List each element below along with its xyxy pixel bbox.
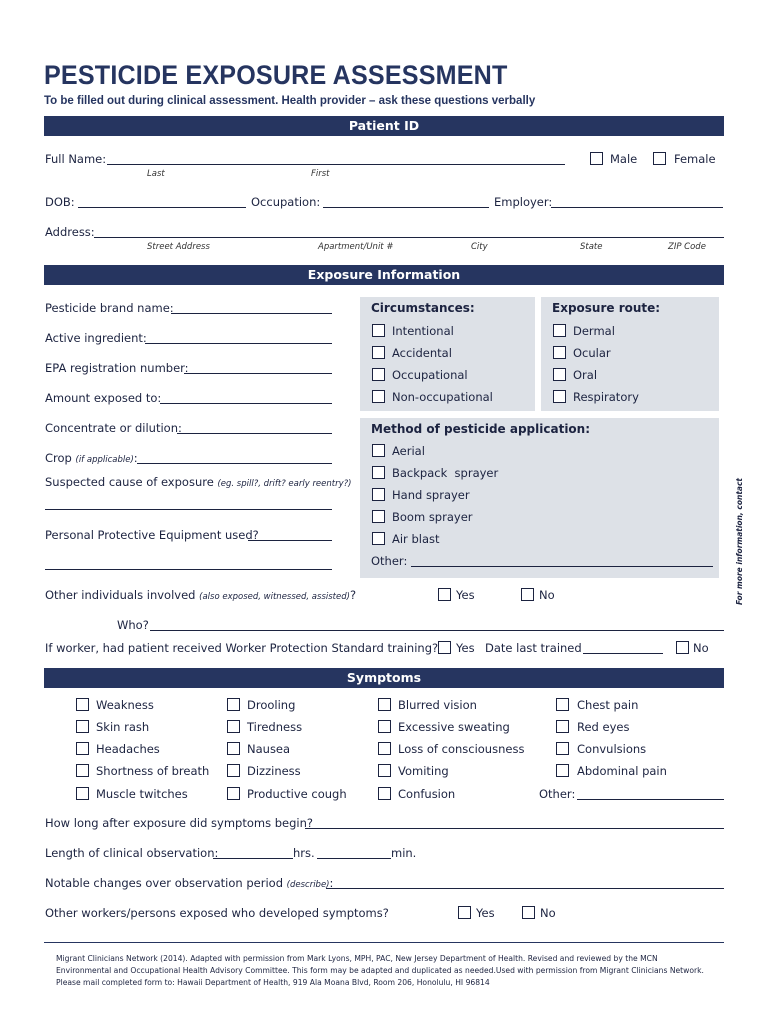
date-trained-label: Date last trained: [485, 641, 582, 655]
symptom-onset-label: How long after exposure did symptoms begin?: [45, 816, 313, 830]
dob-field[interactable]: [78, 207, 246, 208]
zip-caption: ZIP Code: [668, 242, 706, 252]
respiratory-label: Respiratory: [573, 390, 639, 404]
footer-mail-address: Please mail completed form to: Hawaii Department of Health, 919 Ala Moana Blvd, Room 206, Honolulu, HI 96814: [56, 978, 490, 987]
patient-id-header: Patient ID: [44, 116, 724, 136]
convulsions-label: Convulsions: [577, 742, 647, 756]
others-involved-label: Other individuals involved (also exposed, witnessed, assisted)?: [45, 588, 357, 602]
symptom-other-label: Other:: [539, 787, 576, 801]
others-yes-label: Yes: [456, 588, 475, 602]
red-eyes-label: Red eyes: [577, 720, 630, 734]
footer-credit-line-1: Migrant Clinicians Network (2014). Adapted with permission from Mark Lyons, MPH, PAC, New Jersey Department of Health. Revised and reviewed by the MCN: [56, 954, 658, 963]
weakness-checkbox[interactable]: [76, 698, 89, 711]
last-name-caption: Last: [147, 169, 165, 179]
vomiting-checkbox[interactable]: [378, 764, 391, 777]
shortness-of-breath-label: Shortness of breath: [96, 764, 210, 778]
address-field[interactable]: [94, 237, 724, 238]
weakness-label: Weakness: [96, 698, 154, 712]
vomiting-label: Vomiting: [398, 764, 449, 778]
hrs-label: hrs.: [293, 846, 315, 860]
wps-training-label: If worker, had patient received Worker Protection Standard training?: [45, 641, 439, 655]
skin-rash-label: Skin rash: [96, 720, 150, 734]
form-subtitle: To be filled out during clinical assessment. Health provider – ask these questions verbally: [44, 95, 536, 107]
others-no-checkbox[interactable]: [521, 588, 534, 601]
city-caption: City: [471, 242, 488, 252]
dob-label: DOB:: [45, 195, 75, 209]
ingredient-label: Active ingredient:: [45, 331, 147, 345]
tiredness-checkbox[interactable]: [227, 720, 240, 733]
brand-field[interactable]: [171, 313, 332, 314]
intentional-label: Intentional: [392, 324, 454, 338]
observation-minutes-field[interactable]: [317, 858, 391, 859]
chest-pain-label: Chest pain: [577, 698, 639, 712]
who-label: Who?: [117, 618, 149, 632]
employer-field[interactable]: [551, 207, 723, 208]
form-title: PESTICIDE EXPOSURE ASSESSMENT: [44, 60, 508, 90]
crop-field[interactable]: [137, 463, 332, 464]
ppe-field[interactable]: [248, 540, 332, 541]
ppe-label: Personal Protective Equipment used?: [45, 528, 259, 542]
dermal-label: Dermal: [573, 324, 615, 338]
employer-label: Employer:: [494, 195, 553, 209]
drooling-label: Drooling: [247, 698, 296, 712]
blurred-vision-checkbox[interactable]: [378, 698, 391, 711]
others-yes-checkbox[interactable]: [438, 588, 451, 601]
headaches-checkbox[interactable]: [76, 742, 89, 755]
oral-label: Oral: [573, 368, 598, 382]
confusion-label: Confusion: [398, 787, 456, 801]
air-blast-label: Air blast: [392, 532, 440, 546]
productive-cough-label: Productive cough: [247, 787, 347, 801]
aerial-checkbox[interactable]: [372, 444, 385, 457]
female-checkbox[interactable]: [653, 152, 666, 165]
wps-yes-checkbox[interactable]: [438, 641, 451, 654]
occupational-label: Occupational: [392, 368, 468, 382]
non-occupational-label: Non-occupational: [392, 390, 493, 404]
productive-cough-checkbox[interactable]: [227, 787, 240, 800]
dermal-checkbox[interactable]: [553, 324, 566, 337]
boom-sprayer-checkbox[interactable]: [372, 510, 385, 523]
wps-yes-label: Yes: [456, 641, 475, 655]
female-label: Female: [674, 152, 716, 166]
cause-field[interactable]: [45, 509, 332, 510]
method-header: Method of pesticide application:: [371, 422, 591, 436]
min-label: min.: [391, 846, 417, 860]
others-no-label: No: [539, 588, 555, 602]
date-trained-field[interactable]: [583, 653, 663, 654]
nausea-checkbox[interactable]: [227, 742, 240, 755]
non-occupational-checkbox[interactable]: [372, 390, 385, 403]
method-other-label: Other:: [371, 554, 408, 568]
muscle-twitches-checkbox[interactable]: [76, 787, 89, 800]
dizziness-checkbox[interactable]: [227, 764, 240, 777]
epa-label: EPA registration number:: [45, 361, 189, 375]
circumstances-header: Circumstances:: [371, 301, 475, 315]
excessive-sweating-checkbox[interactable]: [378, 720, 391, 733]
occupation-field[interactable]: [323, 207, 489, 208]
apt-caption: Apartment/Unit #: [318, 242, 394, 252]
ocular-checkbox[interactable]: [553, 346, 566, 359]
convulsions-checkbox[interactable]: [556, 742, 569, 755]
epa-field[interactable]: [184, 373, 332, 374]
exposure-route-header: Exposure route:: [552, 301, 661, 315]
footer-credit-line-2: Environmental and Occupational Health Advisory Committee. This form may be adapted and duplicated as needed.Used with permission from Migrant Clinicians Network.: [56, 966, 704, 975]
red-eyes-checkbox[interactable]: [556, 720, 569, 733]
other-workers-no-checkbox[interactable]: [522, 906, 535, 919]
headaches-label: Headaches: [96, 742, 160, 756]
wps-no-checkbox[interactable]: [676, 641, 689, 654]
occupational-checkbox[interactable]: [372, 368, 385, 381]
abdominal-pain-label: Abdominal pain: [577, 764, 667, 778]
observation-hours-field[interactable]: [213, 858, 293, 859]
accidental-label: Accidental: [392, 346, 452, 360]
muscle-twitches-label: Muscle twitches: [96, 787, 188, 801]
exposure-info-header: Exposure Information: [44, 265, 724, 285]
state-caption: State: [580, 242, 603, 252]
symptom-other-field[interactable]: [577, 799, 724, 800]
intentional-checkbox[interactable]: [372, 324, 385, 337]
hand-sprayer-checkbox[interactable]: [372, 488, 385, 501]
symptoms-header: Symptoms: [44, 668, 724, 688]
observation-length-label: Length of clinical observation:: [45, 846, 219, 860]
ingredient-field[interactable]: [145, 343, 332, 344]
boom-sprayer-label: Boom sprayer: [392, 510, 473, 524]
male-label: Male: [610, 152, 638, 166]
occupation-label: Occupation:: [251, 195, 321, 209]
brand-label: Pesticide brand name:: [45, 301, 174, 315]
skin-rash-checkbox[interactable]: [76, 720, 89, 733]
loss-of-consciousness-label: Loss of consciousness: [398, 742, 525, 756]
crop-label: Crop (if applicable):: [45, 451, 138, 465]
address-label: Address:: [45, 225, 95, 239]
full-name-field[interactable]: [107, 164, 565, 165]
nausea-label: Nausea: [247, 742, 291, 756]
other-workers-yes-checkbox[interactable]: [458, 906, 471, 919]
notable-changes-field[interactable]: [326, 888, 724, 889]
hand-sprayer-label: Hand sprayer: [392, 488, 470, 502]
tiredness-label: Tiredness: [247, 720, 303, 734]
chest-pain-checkbox[interactable]: [556, 698, 569, 711]
male-checkbox[interactable]: [590, 152, 603, 165]
ocular-label: Ocular: [573, 346, 611, 360]
who-field[interactable]: [150, 630, 724, 631]
street-caption: Street Address: [147, 242, 210, 252]
backpack-sprayer-checkbox[interactable]: [372, 466, 385, 479]
drooling-checkbox[interactable]: [227, 698, 240, 711]
accidental-checkbox[interactable]: [372, 346, 385, 359]
concentrate-label: Concentrate or dilution:: [45, 421, 182, 435]
aerial-label: Aerial: [392, 444, 425, 458]
notable-changes-label: Notable changes over observation period (describe):: [45, 876, 334, 890]
other-workers-label: Other workers/persons exposed who developed symptoms?: [45, 906, 389, 920]
abdominal-pain-checkbox[interactable]: [556, 764, 569, 777]
other-workers-no-label: No: [540, 906, 556, 920]
blurred-vision-label: Blurred vision: [398, 698, 477, 712]
other-workers-yes-label: Yes: [476, 906, 495, 920]
side-contact-note: For more information, contact: [735, 478, 744, 605]
amount-label: Amount exposed to:: [45, 391, 162, 405]
ppe-field-2[interactable]: [45, 569, 332, 570]
confusion-checkbox[interactable]: [378, 787, 391, 800]
cause-label: Suspected cause of exposure (eg. spill?, drift? early reentry?): [45, 475, 352, 489]
amount-field[interactable]: [160, 403, 332, 404]
dizziness-label: Dizziness: [247, 764, 301, 778]
air-blast-checkbox[interactable]: [372, 532, 385, 545]
first-name-caption: First: [311, 169, 330, 179]
backpack-sprayer-label: Backpack sprayer: [392, 466, 499, 480]
excessive-sweating-label: Excessive sweating: [398, 720, 510, 734]
loss-of-consciousness-checkbox[interactable]: [378, 742, 391, 755]
concentrate-field[interactable]: [177, 433, 332, 434]
respiratory-checkbox[interactable]: [553, 390, 566, 403]
symptom-onset-field[interactable]: [305, 828, 724, 829]
full-name-label: Full Name:: [45, 152, 107, 166]
method-other-field[interactable]: [411, 566, 713, 567]
shortness-of-breath-checkbox[interactable]: [76, 764, 89, 777]
footer-divider: [44, 942, 724, 943]
wps-no-label: No: [693, 641, 709, 655]
oral-checkbox[interactable]: [553, 368, 566, 381]
